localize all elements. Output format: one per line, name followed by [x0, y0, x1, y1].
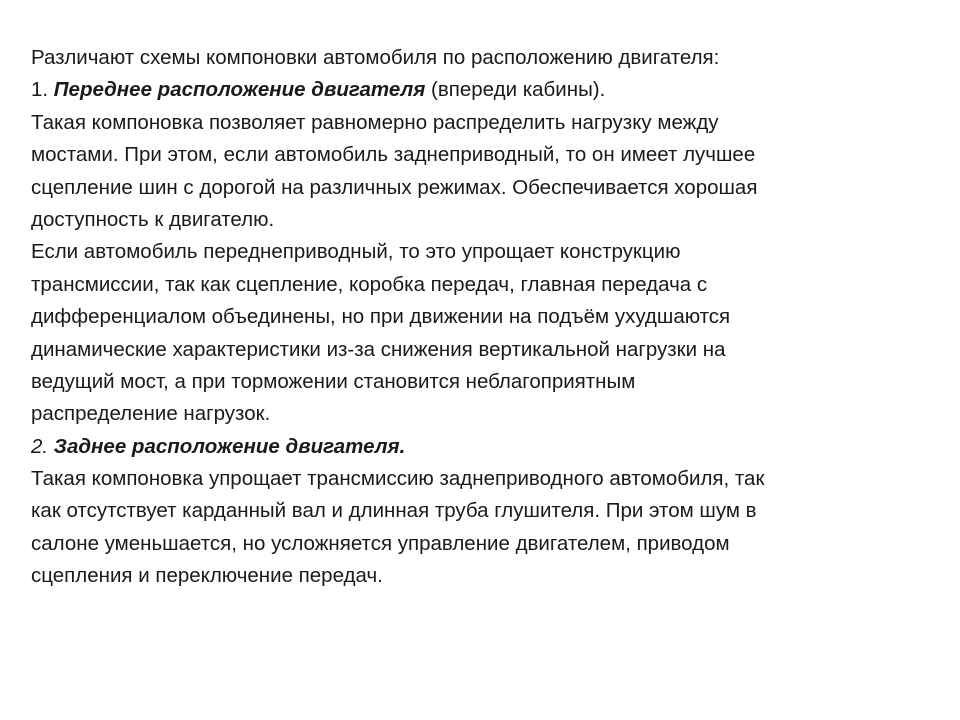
section-2-title: Заднее расположение двигателя.: [53, 434, 406, 458]
section-1-number: 1.: [31, 78, 54, 102]
paragraph-2-line: ведущий мост, а при торможении становится неблагоприятным: [31, 369, 636, 393]
slide-text-body: [31, 42, 931, 593]
paragraph-3-line: сцепления и переключение передач.: [31, 564, 383, 588]
paragraph-2-line: Если автомобиль переднеприводный, то это упрощает конструкцию: [31, 240, 681, 264]
paragraph-3-line: как отсутствует карданный вал и длинная труба глушителя. При этом шум в: [31, 499, 757, 523]
paragraph-2-line: распределение нагрузок.: [31, 402, 271, 426]
paragraph-2-line: дифференциалом объединены, но при движении на подъём ухудшаются: [31, 305, 731, 329]
section-2-heading: [31, 431, 931, 463]
paragraph-1-line: сцепление шин с дорогой на различных режимах. Обеспечивается хорошая: [31, 175, 758, 199]
section-1-note: (впереди кабины).: [425, 78, 606, 102]
section-1-heading: [31, 74, 931, 106]
paragraph-3-line: салоне уменьшается, но усложняется управление двигателем, приводом: [31, 531, 730, 555]
paragraph-3-line: Такая компоновка упрощает трансмиссию заднеприводного автомобиля, так: [31, 467, 765, 491]
paragraph-1-line: мостами. При этом, если автомобиль заднеприводный, то он имеет лучшее: [31, 143, 756, 167]
paragraph-1-line: доступность к двигателю.: [31, 207, 275, 231]
paragraph-2-line: трансмиссии, так как сцепление, коробка передач, главная передача с: [31, 272, 708, 296]
section-2-number: 2.: [31, 434, 54, 458]
intro-line: Различают схемы компоновки автомобиля по расположению двигателя:: [31, 46, 720, 69]
paragraph-2-line: динамические характеристики из-за снижения вертикальной нагрузки на: [31, 337, 726, 361]
paragraph-1-line: Такая компоновка позволяет равномерно распределить нагрузку между: [31, 110, 719, 134]
section-1-title: Переднее расположение двигателя: [53, 78, 426, 102]
